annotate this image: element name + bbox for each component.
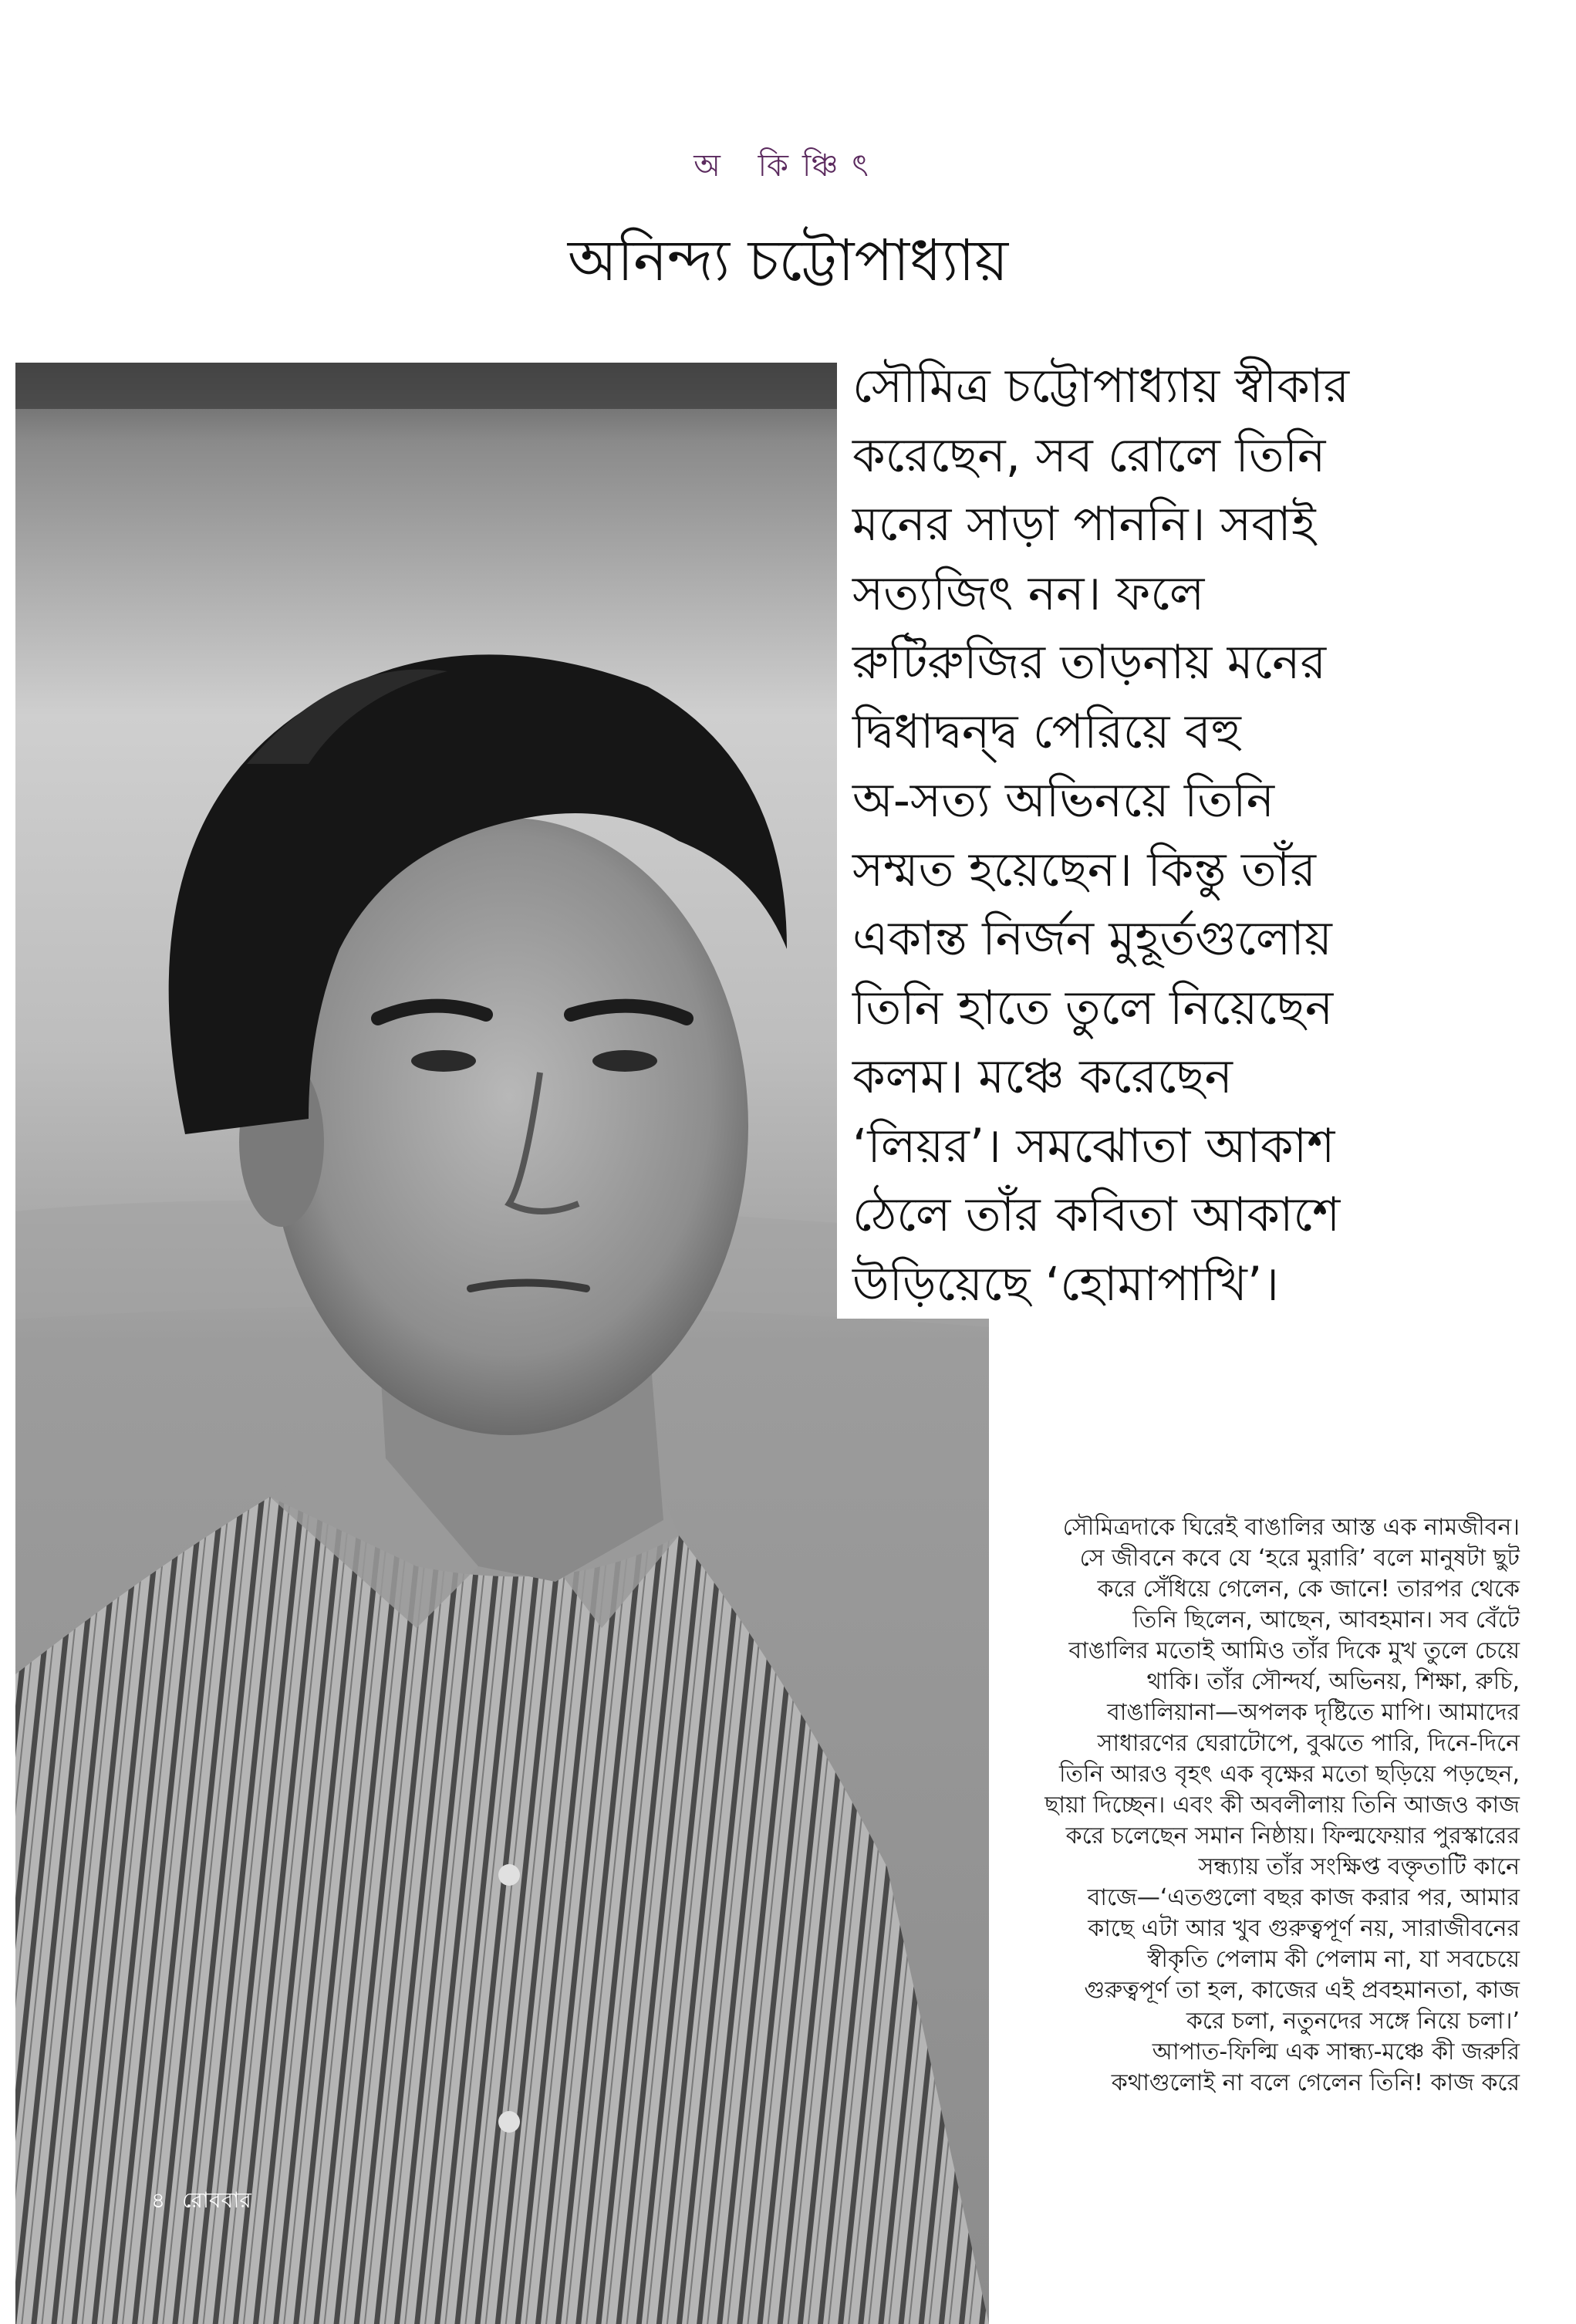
section-kicker: অ কিঞ্চিৎ <box>694 148 882 184</box>
body-line: সাধারণের ঘেরাটোপে, বুঝতে পারি, দিনে-দিনে <box>1097 1730 1520 1757</box>
body-line: সৌমিত্রদাকে ঘিরেই বাঙালির আস্ত এক নামজীবন। <box>1062 1514 1520 1541</box>
pull-quote-line: অ-সত্য অভিনয়ে তিনি <box>852 773 1275 828</box>
pull-quote-line: কলম। মঞ্চে করেছেন <box>852 1049 1233 1104</box>
pull-quote-line: রুটিরুজির তাড়নায় মনের <box>852 635 1327 690</box>
body-line: তিনি ছিলেন, আছেন, আবহমান। সব বেঁটে <box>1132 1606 1520 1633</box>
article-body <box>904 1512 1520 2099</box>
body-line: বাঙালিয়ানা—অপলক দৃষ্টিতে মাপি। আমাদের <box>1107 1699 1520 1726</box>
page-number: ৪ <box>151 2187 166 2213</box>
pull-quote-line: মনের সাড়া পাননি। সবাই <box>852 497 1316 552</box>
pull-quote-line: একান্ত নির্জন মুহূর্তগুলোয় <box>852 911 1332 966</box>
pull-quote <box>837 344 1531 1319</box>
pull-quote-line: ঠেলে তাঁর কবিতা আকাশে <box>852 1187 1341 1242</box>
body-line: গুরুত্বপূর্ণ তা হল, কাজের এই প্রবহমানতা, কাজ <box>1084 1977 1520 2004</box>
pull-quote-line: করেছেন, সব রোলে তিনি <box>852 427 1326 483</box>
pull-quote-line: সৌমিত্র চট্টোপাধ্যায় স্বীকার <box>852 359 1350 414</box>
pull-quote-line: দ্বিধাদ্বন্দ্ব পেরিয়ে বহু <box>852 704 1241 759</box>
page-footer <box>151 2184 268 2220</box>
body-line: করে সেঁধিয়ে গেলেন, কে জানে! তারপর থেকে <box>1097 1576 1520 1603</box>
body-line: তিনি আরও বৃহৎ এক বৃক্ষের মতো ছড়িয়ে পড়ছেন, <box>1058 1761 1520 1788</box>
body-line: বাজে—‘এতগুলো বছর কাজ করার পর, আমার <box>1087 1884 1520 1911</box>
body-line: কাছে এটা আর খুব গুরুত্বপূর্ণ নয়, সারাজীবনের <box>1088 1915 1520 1942</box>
body-line: স্বীকৃতি পেলাম কী পেলাম না, যা সবচেয়ে <box>1147 1946 1520 1973</box>
pull-quote-line: সত্যজিৎ নন। ফলে <box>852 566 1205 621</box>
pull-quote-line: সম্মত হয়েছেন। কিন্তু তাঁর <box>852 842 1316 897</box>
author-byline: অনিন্দ্য চট্টোপাধ্যায় <box>567 228 1009 294</box>
pull-quote-line: উড়িয়েছে ‘হোমাপাখি’। <box>852 1256 1280 1312</box>
magazine-name: রোববার <box>182 2187 251 2213</box>
pull-quote-line: তিনি হাতে তুলে নিয়েছেন <box>852 980 1334 1035</box>
body-line: আপাত-ফিল্মি এক সান্ধ্য-মঞ্চে কী জরুরি <box>1152 2039 1520 2066</box>
body-line: বাঙালির মতোই আমিও তাঁর দিকে মুখ তুলে চেয়ে <box>1068 1637 1520 1664</box>
body-line: থাকি। তাঁর সৌন্দর্য, অভিনয়, শিক্ষা, রুচি, <box>1146 1668 1520 1695</box>
body-line: করে চলেছেন সমান নিষ্ঠায়। ফিল্মফেয়ার পুরস্কারের <box>1065 1822 1520 1849</box>
body-line: সে জীবনে কবে যে ‘হরে মুরারি’ বলে মানুষটা ছুট <box>1079 1545 1520 1572</box>
body-line: সন্ধ্যায় তাঁর সংক্ষিপ্ত বক্তৃতাটি কানে <box>1198 1853 1520 1880</box>
body-line: করে চলা, নতুনদের সঙ্গে নিয়ে চলা।’ <box>1186 2008 1520 2035</box>
body-line: কথাগুলোই না বলে গেলেন তিনি! কাজ করে <box>1111 2069 1520 2096</box>
pull-quote-line: ‘লিয়র’। সমঝোতা আকাশ <box>852 1118 1335 1174</box>
body-line: ছায়া দিচ্ছেন। এবং কী অবলীলায় তিনি আজও কাজ <box>1044 1792 1520 1819</box>
